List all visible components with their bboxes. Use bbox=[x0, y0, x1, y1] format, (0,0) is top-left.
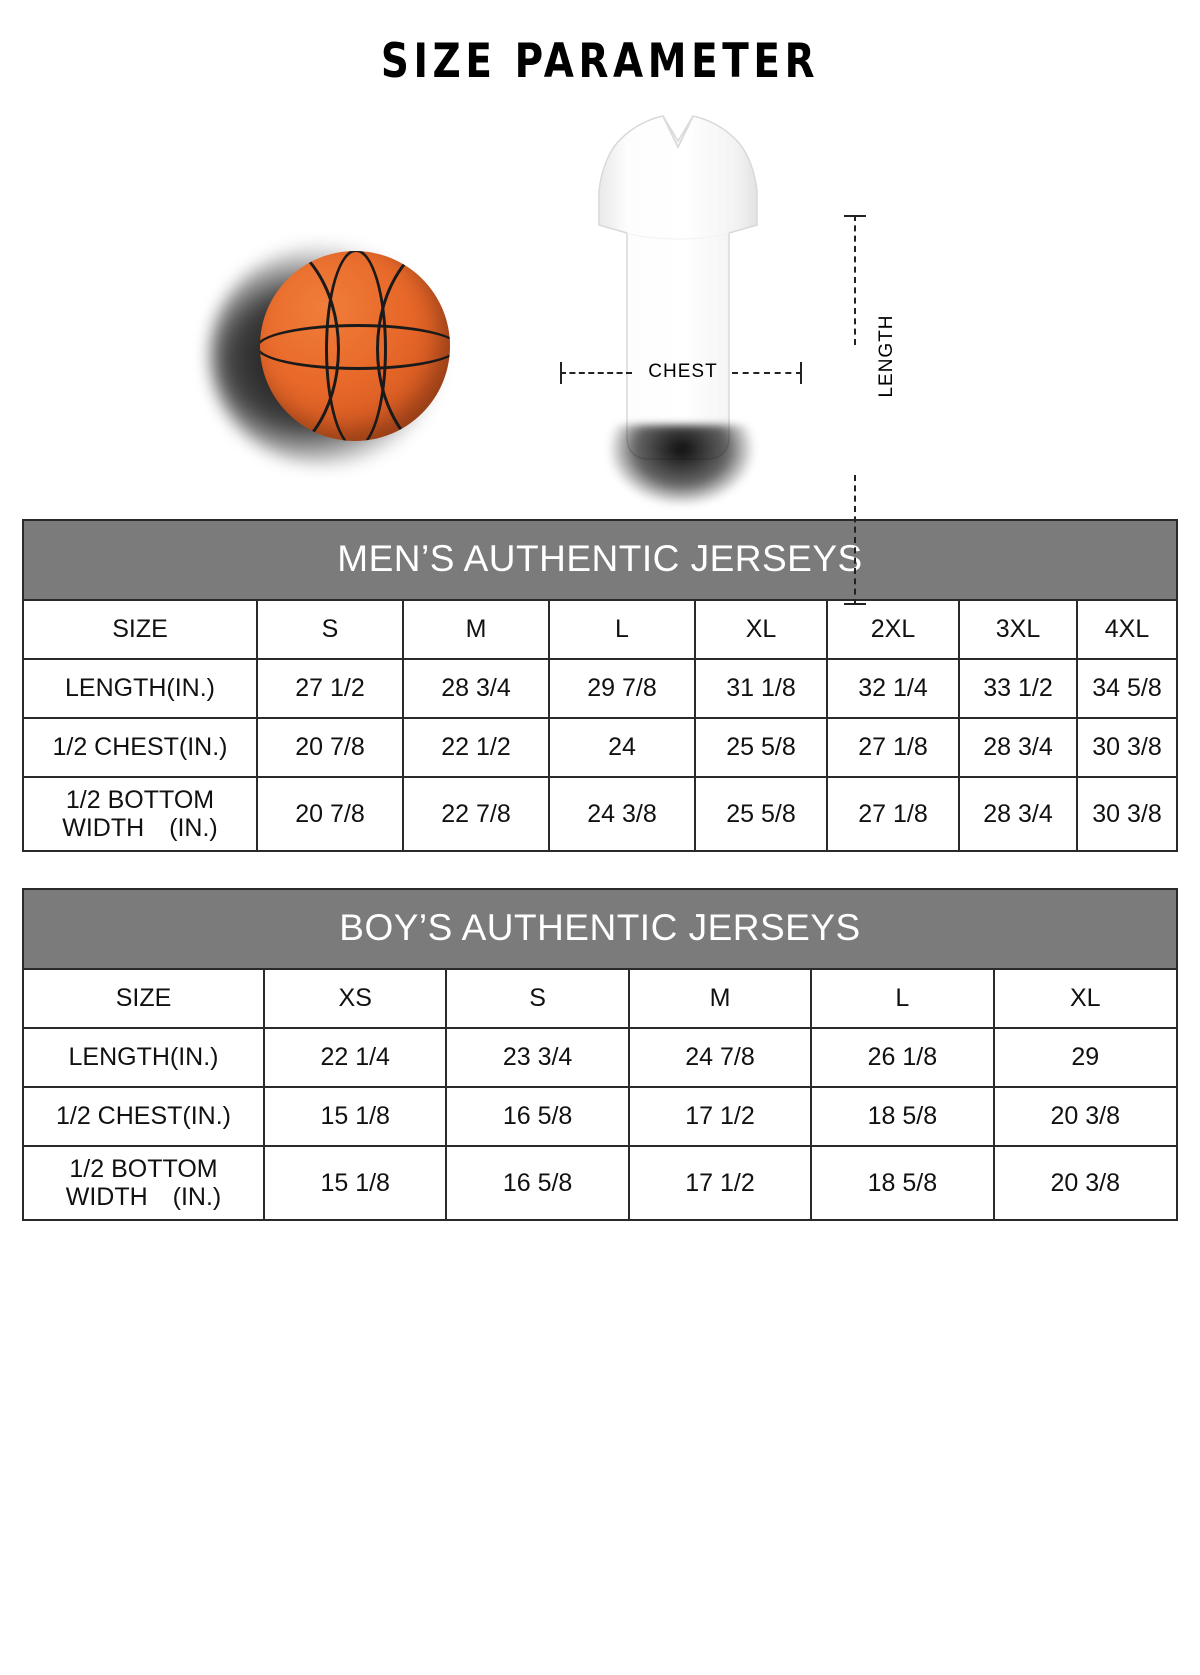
boys-table-header: BOY’S AUTHENTIC JERSEYS bbox=[24, 890, 1176, 970]
mens-bottom-l: 24 3/8 bbox=[549, 777, 695, 850]
boys-chest-l: 18 5/8 bbox=[811, 1087, 993, 1146]
boys-bottom-xl: 20 3/8 bbox=[994, 1146, 1176, 1219]
chest-dash-left bbox=[560, 372, 632, 374]
mens-chest-2xl: 27 1/8 bbox=[827, 718, 959, 777]
mens-bottom-4xl: 30 3/8 bbox=[1077, 777, 1176, 850]
boys-col-s: S bbox=[446, 970, 628, 1028]
length-label: LENGTH bbox=[876, 314, 897, 398]
length-dash-bottom bbox=[854, 475, 856, 605]
mens-table-header: MEN’S AUTHENTIC JERSEYS bbox=[24, 521, 1176, 601]
mens-length-2xl: 32 1/4 bbox=[827, 659, 959, 718]
mens-col-size: SIZE bbox=[24, 601, 257, 659]
boys-size-table-block bbox=[22, 888, 1178, 1221]
mens-bottom-2xl: 27 1/8 bbox=[827, 777, 959, 850]
chest-cap-right bbox=[800, 362, 802, 384]
boys-chest-xl: 20 3/8 bbox=[994, 1087, 1176, 1146]
mens-row-label-bottom-width-line2: WIDTH (IN.) bbox=[62, 814, 218, 842]
mens-row-label-bottom-width-line1: 1/2 BOTTOM bbox=[65, 786, 215, 814]
basketball-icon bbox=[232, 239, 452, 459]
chest-dash-right bbox=[732, 372, 802, 374]
boys-bottom-l: 18 5/8 bbox=[811, 1146, 993, 1219]
boys-chest-s: 16 5/8 bbox=[446, 1087, 628, 1146]
boys-col-l: L bbox=[811, 970, 993, 1028]
mens-size-table-block bbox=[22, 519, 1178, 852]
boys-length-xl: 29 bbox=[994, 1028, 1176, 1087]
mens-col-l: L bbox=[549, 601, 695, 659]
boys-bottom-s: 16 5/8 bbox=[446, 1146, 628, 1219]
mens-length-s: 27 1/2 bbox=[257, 659, 403, 718]
boys-length-s: 23 3/4 bbox=[446, 1028, 628, 1087]
table-row bbox=[24, 1028, 1176, 1087]
table-row bbox=[24, 777, 1176, 850]
mens-length-xl: 31 1/8 bbox=[695, 659, 827, 718]
mens-bottom-m: 22 7/8 bbox=[403, 777, 549, 850]
table-row bbox=[24, 1087, 1176, 1146]
mens-size-table bbox=[24, 601, 1176, 850]
mens-row-label-bottom-width bbox=[24, 777, 257, 850]
chest-dimension bbox=[560, 361, 802, 385]
mens-length-3xl: 33 1/2 bbox=[959, 659, 1077, 718]
boys-col-size: SIZE bbox=[24, 970, 264, 1028]
table-row bbox=[24, 970, 1176, 1028]
mens-col-xl: XL bbox=[695, 601, 827, 659]
mens-col-2xl: 2XL bbox=[827, 601, 959, 659]
boys-chest-m: 17 1/2 bbox=[629, 1087, 811, 1146]
boys-length-m: 24 7/8 bbox=[629, 1028, 811, 1087]
mens-length-m: 28 3/4 bbox=[403, 659, 549, 718]
boys-length-l: 26 1/8 bbox=[811, 1028, 993, 1087]
table-row bbox=[24, 601, 1176, 659]
length-dimension bbox=[846, 215, 897, 605]
mens-length-4xl: 34 5/8 bbox=[1077, 659, 1176, 718]
jersey-icon bbox=[553, 107, 803, 507]
length-cap-bottom bbox=[844, 603, 866, 605]
mens-col-m: M bbox=[403, 601, 549, 659]
ball-seam-curve-right bbox=[376, 251, 450, 441]
boys-size-table bbox=[24, 970, 1176, 1219]
mens-chest-3xl: 28 3/4 bbox=[959, 718, 1077, 777]
mens-row-label-chest: 1/2 CHEST(IN.) bbox=[24, 718, 257, 777]
boys-col-xl: XL bbox=[994, 970, 1176, 1028]
boys-bottom-m: 17 1/2 bbox=[629, 1146, 811, 1219]
mens-chest-l: 24 bbox=[549, 718, 695, 777]
mens-col-s: S bbox=[257, 601, 403, 659]
jersey-shadow bbox=[609, 425, 754, 505]
mens-bottom-s: 20 7/8 bbox=[257, 777, 403, 850]
boys-row-label-chest: 1/2 CHEST(IN.) bbox=[24, 1087, 264, 1146]
mens-length-l: 29 7/8 bbox=[549, 659, 695, 718]
length-dash-top bbox=[854, 215, 856, 345]
boys-row-label-bottom-width bbox=[24, 1146, 264, 1219]
boys-row-label-length: LENGTH(IN.) bbox=[24, 1028, 264, 1087]
table-row bbox=[24, 718, 1176, 777]
boys-row-label-bottom-width-line1: 1/2 BOTTOM bbox=[69, 1155, 218, 1183]
boys-bottom-xs: 15 1/8 bbox=[264, 1146, 446, 1219]
table-row bbox=[24, 659, 1176, 718]
boys-chest-xs: 15 1/8 bbox=[264, 1087, 446, 1146]
mens-chest-xl: 25 5/8 bbox=[695, 718, 827, 777]
mens-chest-s: 20 7/8 bbox=[257, 718, 403, 777]
boys-col-m: M bbox=[629, 970, 811, 1028]
page-title: SIZE PARAMETER bbox=[380, 34, 820, 89]
mens-chest-4xl: 30 3/8 bbox=[1077, 718, 1176, 777]
illustration-area bbox=[0, 89, 1200, 519]
mens-row-label-length: LENGTH(IN.) bbox=[24, 659, 257, 718]
ball-seam-curve-left bbox=[260, 251, 340, 441]
boys-col-xs: XS bbox=[264, 970, 446, 1028]
mens-bottom-xl: 25 5/8 bbox=[695, 777, 827, 850]
boys-row-label-bottom-width-line2: WIDTH (IN.) bbox=[65, 1183, 222, 1211]
mens-bottom-3xl: 28 3/4 bbox=[959, 777, 1077, 850]
basketball-ball bbox=[260, 251, 450, 441]
boys-length-xs: 22 1/4 bbox=[264, 1028, 446, 1087]
chest-label: CHEST bbox=[648, 361, 718, 382]
mens-col-4xl: 4XL bbox=[1077, 601, 1176, 659]
mens-col-3xl: 3XL bbox=[959, 601, 1077, 659]
table-row bbox=[24, 1146, 1176, 1219]
mens-chest-m: 22 1/2 bbox=[403, 718, 549, 777]
